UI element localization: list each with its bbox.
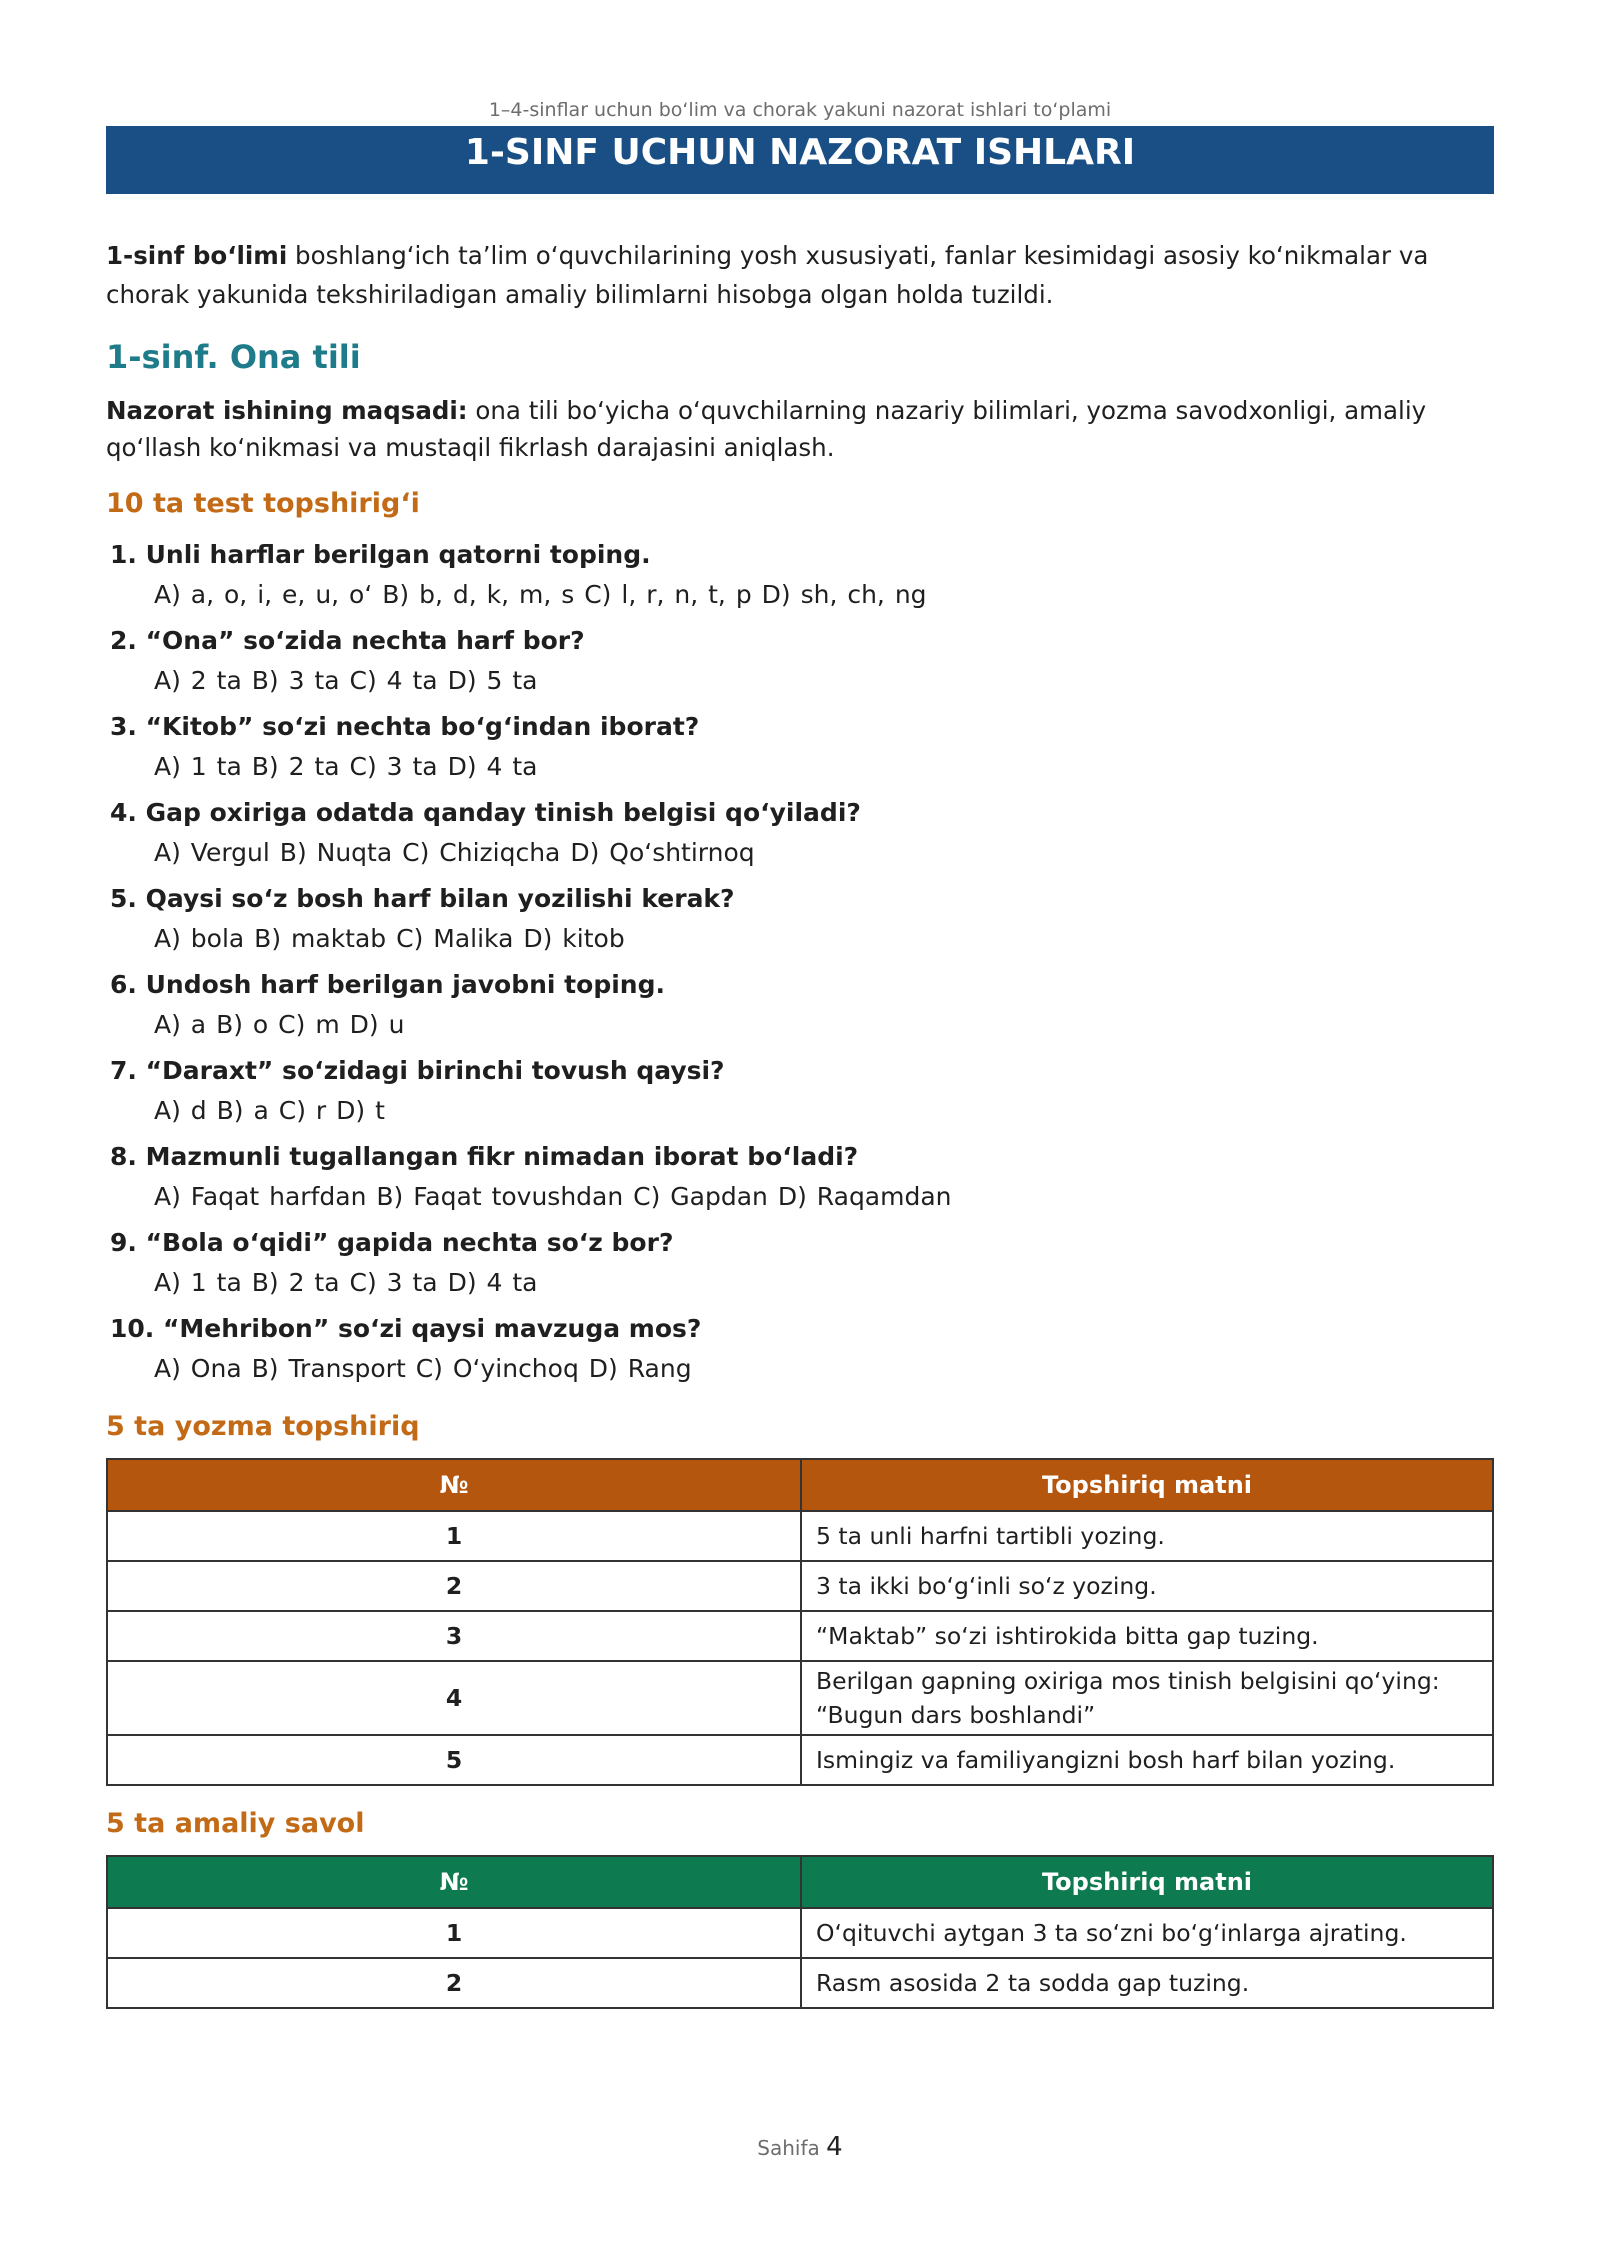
goal-paragraph xyxy=(106,392,1494,466)
question-text: 6. Undosh harf berilgan javobni toping. xyxy=(110,970,665,999)
row-number: 5 xyxy=(107,1735,801,1785)
question-options: A) 1 ta B) 2 ta C) 3 ta D) 4 ta xyxy=(154,752,538,781)
row-text: “Maktab” so‘zi ishtirokida bitta gap tuzing. xyxy=(801,1611,1493,1661)
question-text: 8. Mazmunli tugallangan fikr nimadan iborat bo‘ladi? xyxy=(110,1142,859,1171)
row-text: 5 ta unli harfni tartibli yozing. xyxy=(801,1511,1493,1561)
main-content xyxy=(106,236,1494,2009)
table-header-row xyxy=(107,1856,1493,1908)
test-question xyxy=(110,1309,1494,1389)
column-task-text: Topshiriq matni xyxy=(801,1856,1493,1908)
test-question xyxy=(110,1223,1494,1303)
table-header-row xyxy=(107,1459,1493,1511)
row-text: Berilgan gapning oxiriga mos tinish belgisini qo‘ying: “Bugun dars boshlandi” xyxy=(801,1661,1493,1735)
question-options: A) Ona B) Transport C) O‘yinchoq D) Rang xyxy=(154,1354,692,1383)
intro-bold: 1-sinf bo‘limi xyxy=(106,241,288,270)
written-heading: 5 ta yozma topshiriq xyxy=(106,1411,420,1442)
row-number: 2 xyxy=(107,1958,801,2008)
column-task-text: Topshiriq matni xyxy=(801,1459,1493,1511)
row-number: 2 xyxy=(107,1561,801,1611)
row-text: Ismingiz va familiyangizni bosh harf bilan yozing. xyxy=(801,1735,1493,1785)
practical-heading: 5 ta amaliy savol xyxy=(106,1808,365,1839)
test-question xyxy=(110,1137,1494,1217)
table-row xyxy=(107,1561,1493,1611)
page-footer xyxy=(0,2132,1600,2162)
question-options: A) bola B) maktab C) Malika D) kitob xyxy=(154,924,625,953)
question-text: 5. Qaysi so‘z bosh harf bilan yozilishi kerak? xyxy=(110,884,735,913)
row-number: 1 xyxy=(107,1511,801,1561)
page-number: 4 xyxy=(826,2132,843,2162)
practical-questions-table xyxy=(106,1855,1494,2009)
row-number: 1 xyxy=(107,1908,801,1958)
test-question xyxy=(110,1051,1494,1131)
intro-paragraph xyxy=(106,236,1494,314)
question-text: 9. “Bola o‘qidi” gapida nechta so‘z bor? xyxy=(110,1228,674,1257)
row-number: 3 xyxy=(107,1611,801,1661)
table-row xyxy=(107,1908,1493,1958)
question-text: 3. “Kitob” so‘zi nechta bo‘g‘indan iborat? xyxy=(110,712,700,741)
test-question xyxy=(110,965,1494,1045)
tests-heading: 10 ta test topshirig‘i xyxy=(106,488,420,519)
question-options: A) d B) a C) r D) t xyxy=(154,1096,385,1125)
test-list xyxy=(106,535,1494,1389)
written-tasks-table xyxy=(106,1458,1494,1786)
question-text: 1. Unli harflar berilgan qatorni toping. xyxy=(110,540,651,569)
section-title: 1-sinf. Ona tili xyxy=(106,338,361,376)
test-question xyxy=(110,535,1494,615)
row-text: Rasm asosida 2 ta sodda gap tuzing. xyxy=(801,1958,1493,2008)
table-row xyxy=(107,1735,1493,1785)
question-options: A) 2 ta B) 3 ta C) 4 ta D) 5 ta xyxy=(154,666,538,695)
test-question xyxy=(110,793,1494,873)
page-title: 1-SINF UCHUN NAZORAT ISHLARI xyxy=(464,132,1136,173)
table-row xyxy=(107,1958,1493,2008)
question-text: 2. “Ona” so‘zida nechta harf bor? xyxy=(110,626,585,655)
column-number: № xyxy=(107,1459,801,1511)
test-question xyxy=(110,621,1494,701)
running-header: 1–4-sinflar uchun bo‘lim va chorak yakuni nazorat ishlari to‘plami xyxy=(488,99,1112,121)
intro-text: boshlang‘ich ta’lim o‘quvchilarining yosh xususiyati, fanlar kesimidagi asosiy ko‘nikmalar va chorak yakunida tekshiriladigan amaliy bilimlarni hisobga olgan holda tuzildi. xyxy=(106,241,1429,309)
test-question xyxy=(110,707,1494,787)
question-options: A) a B) o C) m D) u xyxy=(154,1010,405,1039)
row-number: 4 xyxy=(107,1661,801,1735)
question-text: 4. Gap oxiriga odatda qanday tinish belgisi qo‘yiladi? xyxy=(110,798,861,827)
question-text: 7. “Daraxt” so‘zidagi birinchi tovush qaysi? xyxy=(110,1056,725,1085)
question-options: A) 1 ta B) 2 ta C) 3 ta D) 4 ta xyxy=(154,1268,538,1297)
row-text: O‘qituvchi aytgan 3 ta so‘zni bo‘g‘inlarga ajrating. xyxy=(801,1908,1493,1958)
page-title-bar xyxy=(106,126,1494,194)
question-text: 10. “Mehribon” so‘zi qaysi mavzuga mos? xyxy=(110,1314,702,1343)
goal-text: ona tili bo‘yicha o‘quvchilarning nazariy bilimlari, yozma savodxonligi, amaliy qo‘llash ko‘nikmasi va mustaqil fikrlash darajasini aniqlash. xyxy=(106,396,1427,462)
table-row xyxy=(107,1661,1493,1735)
column-number: № xyxy=(107,1856,801,1908)
question-options: A) Faqat harfdan B) Faqat tovushdan C) Gapdan D) Raqamdan xyxy=(154,1182,952,1211)
question-options: A) a, o, i, e, u, o‘ B) b, d, k, m, s C) l, r, n, t, p D) sh, ch, ng xyxy=(154,580,927,609)
question-options: A) Vergul B) Nuqta C) Chiziqcha D) Qo‘shtirnoq xyxy=(154,838,755,867)
test-question xyxy=(110,879,1494,959)
table-row xyxy=(107,1611,1493,1661)
row-text: 3 ta ikki bo‘g‘inli so‘z yozing. xyxy=(801,1561,1493,1611)
table-row xyxy=(107,1511,1493,1561)
goal-label: Nazorat ishining maqsadi: xyxy=(106,396,468,425)
footer-label: Sahifa xyxy=(757,2136,820,2160)
